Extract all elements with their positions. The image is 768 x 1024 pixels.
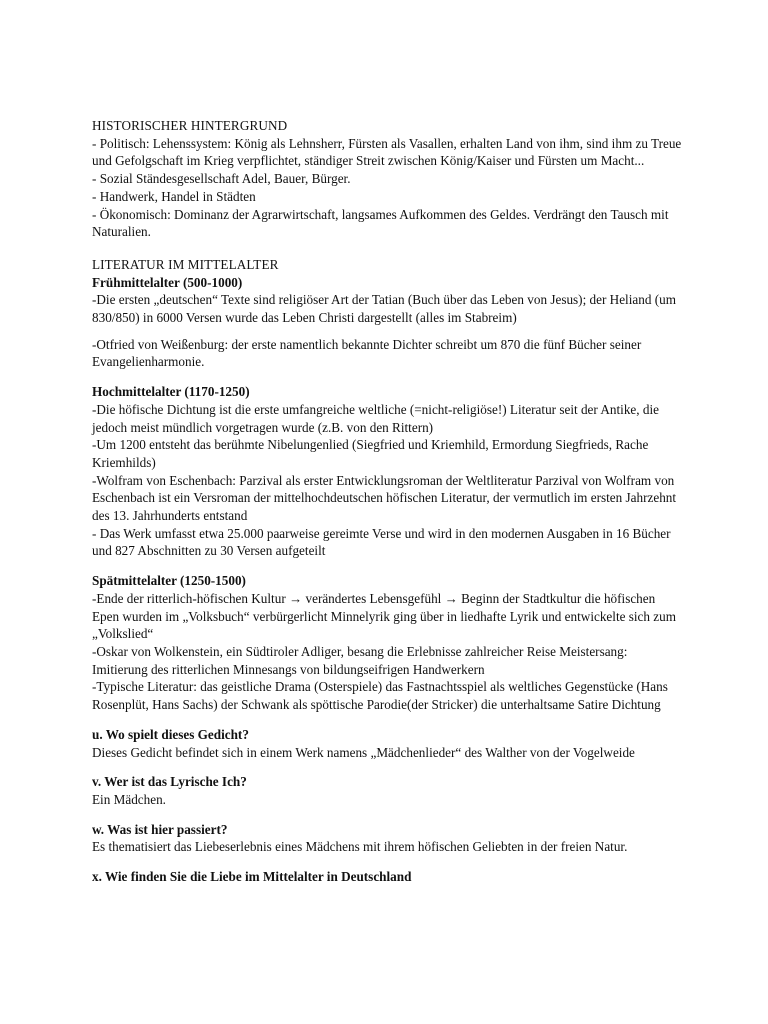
section-literatur-im-mittelalter <box>92 256 682 714</box>
section-heading: LITERATUR IM MITTELALTER <box>92 256 279 272</box>
paragraph-hoch-1: -Die höfische Dichtung ist die erste umfangreiche weltliche (=nicht-religiöse!) Literatur seit der Antike, die jedoch meist mündlich vorgetragen wurde (z.B. von den Rittern) <box>92 401 659 435</box>
question-text: x. Wie finden Sie die Liebe im Mittelalter in Deutschland <box>92 869 412 885</box>
question-u <box>92 726 682 761</box>
paragraph-oekonomisch: - Ökonomisch: Dominanz der Agrarwirtschaft, langsames Aufkommen des Geldes. Verdrängt den Tausch mit Naturalien. <box>92 206 669 240</box>
paragraph-frueh-1: -Die ersten „deutschen“ Texte sind religiöser Art der Tatian (Buch über das Leben von Jesus); der Heliand (um 830/850) in 6000 Versen wurde das Leben Christi dargestellt (alles im Stabreim) <box>92 292 676 326</box>
paragraph-spaet-1: -Ende der ritterlich-höfischen Kultur → verändertes Lebensgefühl → Beginn der Stadtkultur die höfischen Epen wurden im „Volksbuch“ verbürgerlicht Minnelyrik ging über in liedhafte Lyrik und entwickelte sich zum „Volkslied“ <box>92 590 677 642</box>
question-text: u. Wo spielt dieses Gedicht? <box>92 726 249 742</box>
paragraph-sozial: - Sozial Ständesgesellschaft Adel, Bauer, Bürger. <box>92 171 351 187</box>
section-historischer-hintergrund <box>92 117 682 241</box>
document-page <box>92 117 682 886</box>
answer-text: Dieses Gedicht befindet sich in einem Werk namens „Mädchenlieder“ des Walther von der Vogelweide <box>92 744 635 760</box>
paragraph-hoch-3: -Wolfram von Eschenbach: Parzival als erster Entwicklungsroman der Weltliteratur Parzival von Wolfram von Eschenbach ist ein Versroman der mittelhochdeutschen höfischen Literatur, der vermutlich im ersten Jahrzehnt des 13. Jahrhunderts entstand <box>92 472 677 524</box>
question-text: v. Wer ist das Lyrische Ich? <box>92 774 247 790</box>
question-w <box>92 821 682 856</box>
section-heading: HISTORISCHER HINTERGRUND <box>92 118 288 133</box>
paragraph-politisch: - Politisch: Lehenssystem: König als Lehnsherr, Fürsten als Vasallen, erhalten Land von ihm, sind ihm zu Treue und Gefolgschaft im Krieg verpflichtet, ständiger Streit zwischen König/Kaiser und Fürsten um Macht... <box>92 135 682 169</box>
question-v <box>92 773 682 808</box>
subheading-hochmittelalter: Hochmittelalter (1170-1250) <box>92 384 250 400</box>
paragraph-spaet-3: -Typische Literatur: das geistliche Drama (Osterspiele) das Fastnachtsspiel als weltliches Gegenstücke (Hans Rosenplüt, Hans Sachs) der Schwank als spöttische Parodie(der Stricker) die unterhaltsame Satire Dichtung <box>92 679 668 713</box>
paragraph-hoch-2: -Um 1200 entsteht das berühmte Nibelungenlied (Siegfried und Kriemhild, Ermordung Siegfrieds, Rache Kriemhilds) <box>92 437 649 470</box>
paragraph-handwerk: - Handwerk, Handel in Städten <box>92 188 256 204</box>
question-x <box>92 868 682 886</box>
paragraph-frueh-2: -Otfried von Weißenburg: der erste namentlich bekannte Dichter schreibt um 870 die fünf Bücher seiner Evangelienharmonie. <box>92 336 642 370</box>
answer-text: Es thematisiert das Liebeserlebnis eines Mädchens mit ihrem höfischen Geliebten in der freien Natur. <box>92 839 628 855</box>
answer-text: Ein Mädchen. <box>92 791 166 807</box>
subheading-spaetmittelalter: Spätmittelalter (1250-1500) <box>92 573 246 589</box>
paragraph-spaet-2: -Oskar von Wolkenstein, ein Südtiroler Adliger, besang die Erlebnisse zahlreicher Reise Meistersang: Imitierung des ritterlichen Minnesangs von bildungseifrigen Handwerkern <box>92 643 628 677</box>
subheading-fruehmittelalter: Frühmittelalter (500-1000) <box>92 274 243 290</box>
question-text: w. Was ist hier passiert? <box>92 821 228 837</box>
paragraph-hoch-4: - Das Werk umfasst etwa 25.000 paarweise gereimte Verse und wird in den modernen Ausgaben in 16 Bücher und 827 Abschnitten zu 30 Versen aufgeteilt <box>92 525 671 559</box>
